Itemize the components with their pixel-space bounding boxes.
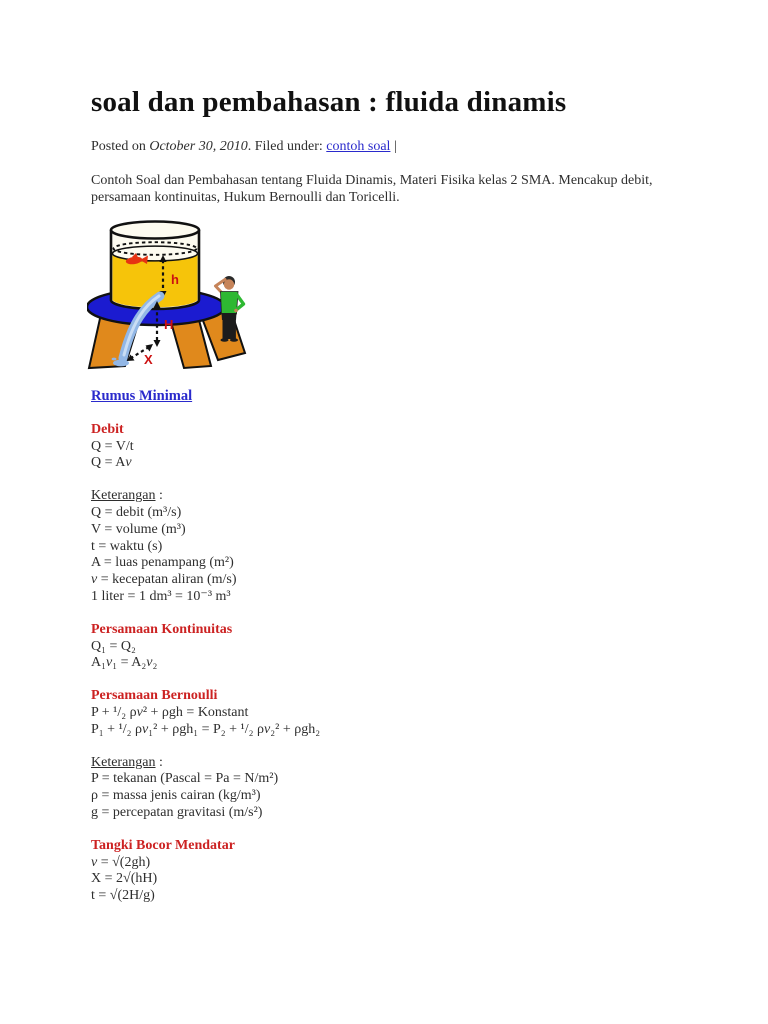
- label-H: H: [164, 317, 174, 332]
- formula-line: Q₁ = Q₂: [91, 638, 136, 654]
- rumus-minimal-link[interactable]: Rumus Minimal: [91, 388, 193, 404]
- formula-line: A = luas penampang (m²): [91, 555, 234, 571]
- label-h: h: [171, 272, 179, 287]
- post-meta: [91, 138, 698, 155]
- persamaan-kontinuitas-heading: Persamaan Kontinuitas: [91, 621, 233, 637]
- formula-line: V = volume (m³): [91, 521, 186, 537]
- section-keterangan-bernoulli: [91, 755, 698, 822]
- page-title: soal dan pembahasan : fluida dinamis: [91, 86, 567, 118]
- section-tangki-bocor-mendatar: [91, 838, 698, 905]
- keterangan-bernoulli-heading: Keterangan :: [91, 754, 163, 770]
- sections: [91, 388, 698, 905]
- formula-line: 1 liter = 1 dm³ = 10⁻³ m³: [91, 588, 231, 604]
- category-link[interactable]: contoh soal: [326, 139, 391, 154]
- post-date: October 30, 2010: [149, 139, 248, 154]
- formula-line: ρ = massa jenis cairan (kg/m³): [91, 788, 261, 804]
- section-persamaan-kontinuitas: [91, 622, 698, 672]
- keterangan-debit-heading: Keterangan :: [91, 488, 163, 504]
- formula-line: A₁v₁ = A₂v₂: [91, 655, 158, 671]
- formula-line: v = kecepatan aliran (m/s): [91, 572, 237, 588]
- formula-line: g = percepatan gravitasi (m/s²): [91, 804, 263, 820]
- section-persamaan-bernoulli: [91, 688, 698, 738]
- leaking-tank-illustration: [87, 216, 247, 374]
- tangki-bocor-mendatar-heading: Tangki Bocor Mendatar: [91, 837, 235, 853]
- section-rumus-minimal: [91, 388, 698, 406]
- label-X: X: [144, 352, 153, 367]
- persamaan-bernoulli-heading: Persamaan Bernoulli: [91, 688, 218, 704]
- posted-prefix: Posted on: [91, 139, 150, 154]
- formula-line: P₁ + ¹/₂ ρv₁² + ρgh₁ = P₂ + ¹/₂ ρv₂² + ρgh₂: [91, 721, 321, 737]
- formula-line: Q = debit (m³/s): [91, 504, 182, 520]
- intro-paragraph: Contoh Soal dan Pembahasan tentang Fluida Dinamis, Materi Fisika kelas 2 SMA. Mencakup debit, persamaan kontinuitas, Hukum Bernoulli dan Toricelli.: [91, 173, 653, 205]
- formula-line: Q = Av: [91, 455, 132, 471]
- formula-line: P + ¹/₂ ρv² + ρgh = Konstant: [91, 704, 249, 720]
- section-debit: [91, 422, 698, 472]
- figure: [87, 216, 698, 379]
- formula-line: v = √(2gh): [91, 854, 151, 870]
- section-keterangan-debit: [91, 488, 698, 606]
- formula-line: t = √(2H/g): [91, 888, 155, 904]
- formula-line: t = waktu (s): [91, 538, 163, 554]
- formula-line: Q = V/t: [91, 438, 134, 454]
- tank-rim: [111, 222, 199, 239]
- formula-line: P = tekanan (Pascal = Pa = N/m²): [91, 771, 279, 787]
- filed-under-text: . Filed under:: [247, 139, 327, 154]
- formula-line: X = 2√(hH): [91, 871, 158, 887]
- meta-suffix: |: [390, 139, 397, 154]
- debit-heading: Debit: [91, 421, 124, 437]
